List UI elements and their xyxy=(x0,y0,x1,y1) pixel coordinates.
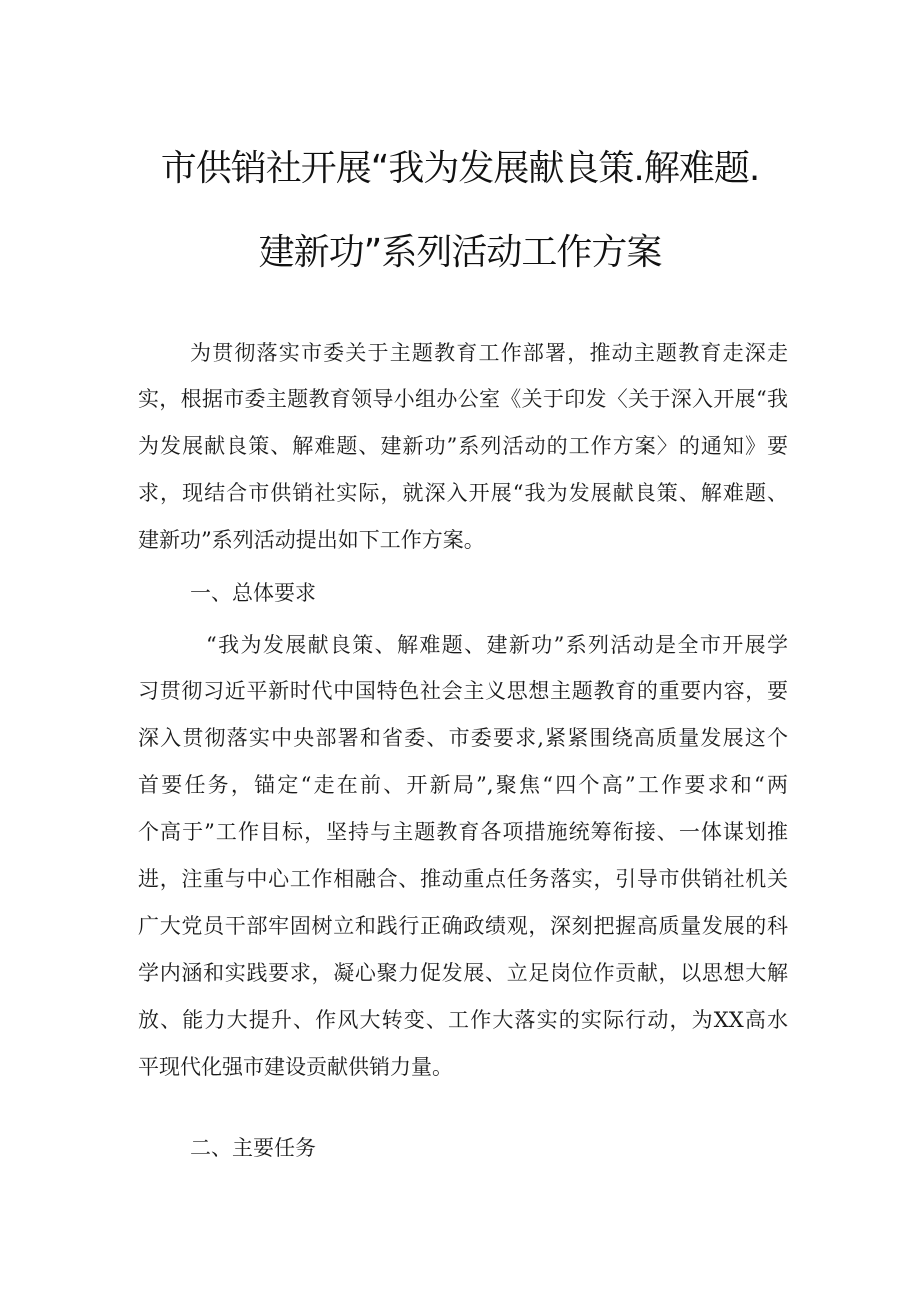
paragraph-line: 实，根据市委主题教育领导小组办公室《关于印发〈关于深入开展“我 xyxy=(138,387,788,411)
document-title-line-1: 市供销社开展“我为发展献良策.解难题. xyxy=(160,148,760,189)
section-heading: 一、总体要求 xyxy=(190,581,316,605)
paragraph-line: 平现代化强市建设贡献供销力量。 xyxy=(138,1055,453,1079)
paragraph-line: 个高于”工作目标，坚持与主题教育各项措施统筹衔接、一体谋划推 xyxy=(138,820,788,844)
section-heading: 二、主要任务 xyxy=(190,1136,316,1160)
paragraph-line: 广大党员干部牢固树立和践行正确政绩观，深刻把握高质量发展的科 xyxy=(138,914,788,938)
document-title-line-2: 建新功”系列活动工作方案 xyxy=(258,232,662,273)
paragraph-line: 求，现结合市供销社实际，就深入开展“我为发展献良策、解难题、 xyxy=(138,481,788,505)
paragraph-line: 学内涵和实践要求，凝心聚力促发展、立足岗位作贡献，以思想大解 xyxy=(138,961,788,985)
paragraph-line: 习贯彻习近平新时代中国特色社会主义思想主题教育的重要内容，要 xyxy=(138,679,788,703)
paragraph-line: 放、能力大提升、作风大转变、工作大落实的实际行动，为XX高水 xyxy=(138,1008,788,1032)
paragraph-line: 为贯彻落实市委关于主题教育工作部署，推动主题教育走深走 xyxy=(190,341,788,365)
paragraph-line: 进，注重与中心工作相融合、推动重点任务落实，引导市供销社机关 xyxy=(138,867,788,891)
paragraph-line: 建新功”系列活动提出如下工作方案。 xyxy=(138,528,485,552)
paragraph-line: “我为发展献良策、解难题、建新功”系列活动是全市开展学 xyxy=(206,633,788,657)
paragraph-line: 深入贯彻落实中央部署和省委、市委要求,紧紧围绕高质量发展这个 xyxy=(138,726,788,750)
paragraph-line: 首要任务，锚定“走在前、开新局”,聚焦“四个高”工作要求和“两 xyxy=(138,773,788,797)
paragraph-line: 为发展献良策、解难题、建新功”系列活动的工作方案〉的通知》要 xyxy=(138,434,788,458)
